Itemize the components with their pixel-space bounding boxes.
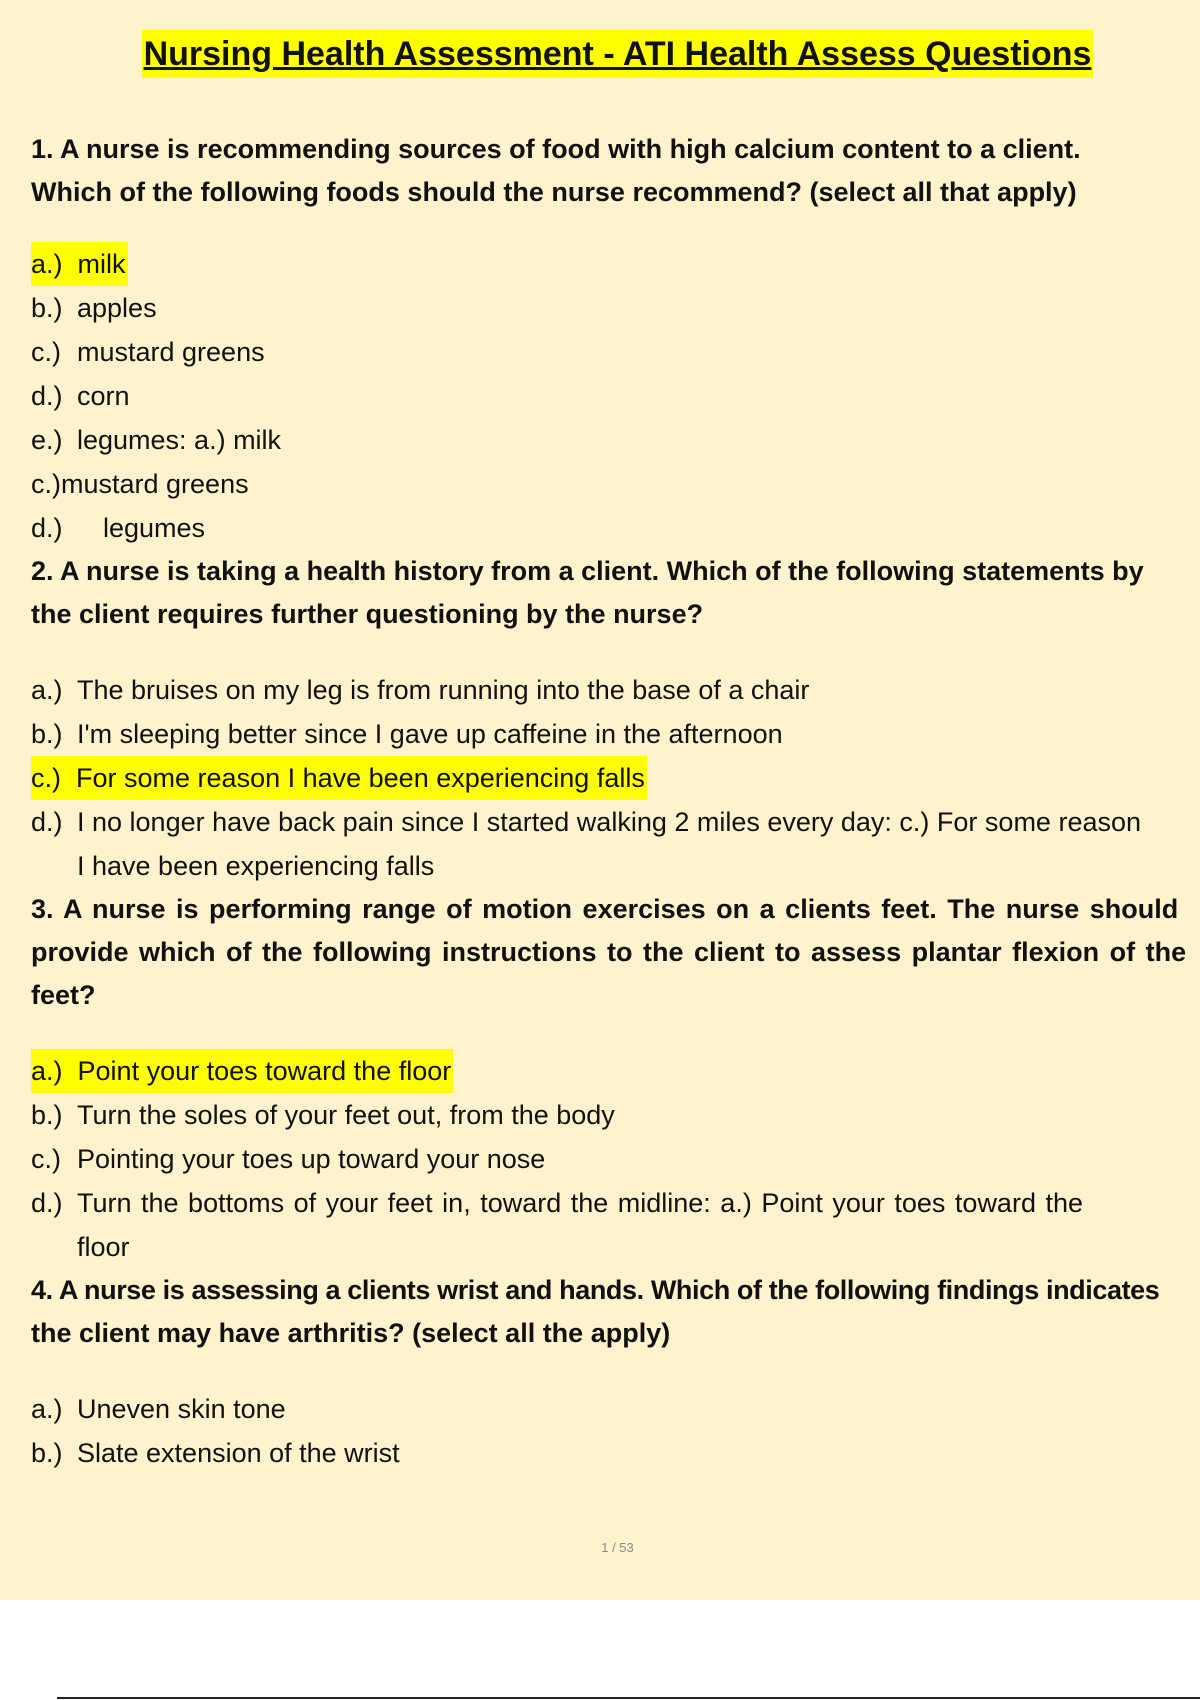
option-text: Uneven skin tone <box>77 1394 286 1424</box>
option-text: Slate extension of the wrist <box>77 1438 400 1468</box>
option-text: Turn the bottoms of your feet in, toward the midline: a.) Point your toes toward the <box>77 1188 1083 1218</box>
option-2b <box>31 712 1200 756</box>
next-page-divider <box>57 1697 1200 1699</box>
option-text: legumes: a.) milk <box>77 425 282 455</box>
questions-content <box>31 128 1200 1475</box>
document-title: Nursing Health Assessment - ATI Health Assess Questions <box>142 30 1094 78</box>
option-text: c.)mustard greens <box>31 469 249 499</box>
option-1c <box>31 330 1200 374</box>
option-4b <box>31 1431 1200 1475</box>
option-letter: c.) <box>31 763 61 793</box>
option-text: mustard greens <box>77 337 265 367</box>
option-text: corn <box>77 381 130 411</box>
option-1b <box>31 286 1200 330</box>
option-2d <box>31 800 1200 844</box>
title-container <box>0 30 1200 78</box>
option-letter: d.) <box>31 1188 63 1218</box>
option-1-answer-line-3 <box>31 506 1200 550</box>
question-4-line-2: the client may have arthritis? (select all the apply) <box>31 1318 671 1348</box>
option-letter: c.) <box>31 337 61 367</box>
option-2a <box>31 668 1200 712</box>
option-letter: b.) <box>31 1438 63 1468</box>
question-3-line-1: 3. A nurse is performing range of motion exercises on a clients feet. The nurse should <box>31 894 1179 924</box>
option-text: apples <box>77 293 157 323</box>
option-text: I no longer have back pain since I started walking 2 miles every day: c.) For some reason <box>77 807 1142 837</box>
question-2-options <box>31 668 1200 888</box>
option-letter: a.) <box>31 1056 63 1086</box>
option-1-answer-line-2 <box>31 462 1200 506</box>
question-1-line-2: Which of the following foods should the nurse recommend? (select all that apply) <box>31 177 1077 207</box>
option-letter: b.) <box>31 1100 63 1130</box>
question-3-options <box>31 1049 1200 1269</box>
option-1e <box>31 418 1200 462</box>
question-1 <box>31 128 1200 550</box>
option-letter: d.) <box>31 381 63 411</box>
option-text: I have been experiencing falls <box>77 851 435 881</box>
question-1-options <box>31 242 1200 550</box>
option-4a <box>31 1387 1200 1431</box>
option-3c <box>31 1137 1200 1181</box>
option-letter: a.) <box>31 675 63 705</box>
option-letter: b.) <box>31 293 63 323</box>
option-3d-continuation <box>31 1225 1200 1269</box>
option-letter: a.) <box>31 1394 63 1424</box>
option-text: Point your toes toward the floor <box>77 1056 452 1086</box>
option-letter: d.) <box>31 807 63 837</box>
option-3d <box>31 1181 1200 1225</box>
question-3-line-3: feet? <box>31 980 96 1010</box>
question-3 <box>31 888 1200 1269</box>
question-2-line-1: 2. A nurse is taking a health history from a client. Which of the following statements by <box>31 556 1144 586</box>
option-letter: c.) <box>31 1144 61 1174</box>
option-text: milk <box>77 249 126 279</box>
question-4-options <box>31 1387 1200 1475</box>
option-1d <box>31 374 1200 418</box>
option-text: For some reason I have been experiencing falls <box>76 763 645 793</box>
question-2 <box>31 550 1200 888</box>
option-letter: e.) <box>31 425 63 455</box>
option-text: Pointing your toes up toward your nose <box>77 1144 546 1174</box>
option-2d-continuation <box>31 844 1200 888</box>
option-text: legumes <box>103 513 206 543</box>
option-2c <box>31 756 1200 800</box>
option-1a <box>31 242 1200 286</box>
option-text: floor <box>77 1232 130 1262</box>
option-text: I'm sleeping better since I gave up caffeine in the afternoon <box>77 719 783 749</box>
page-indicator: 1 / 53 <box>601 1540 634 1555</box>
option-text: The bruises on my leg is from running into the base of a chair <box>77 675 810 705</box>
option-3b <box>31 1093 1200 1137</box>
question-4-line-1: 4. A nurse is assessing a clients wrist and hands. Which of the following findings indicates <box>31 1275 1160 1305</box>
question-3-line-2: provide which of the following instructions to the client to assess plantar flexion of the <box>31 937 1187 967</box>
question-1-line-1: 1. A nurse is recommending sources of food with high calcium content to a client. <box>31 134 1081 164</box>
question-4 <box>31 1269 1200 1475</box>
option-letter: a.) <box>31 249 63 279</box>
option-text: Turn the soles of your feet out, from the body <box>77 1100 615 1130</box>
option-letter: b.) <box>31 719 63 749</box>
option-3a <box>31 1049 1200 1093</box>
question-2-line-2: the client requires further questioning by the nurse? <box>31 599 704 629</box>
option-letter: d.) <box>31 513 63 543</box>
